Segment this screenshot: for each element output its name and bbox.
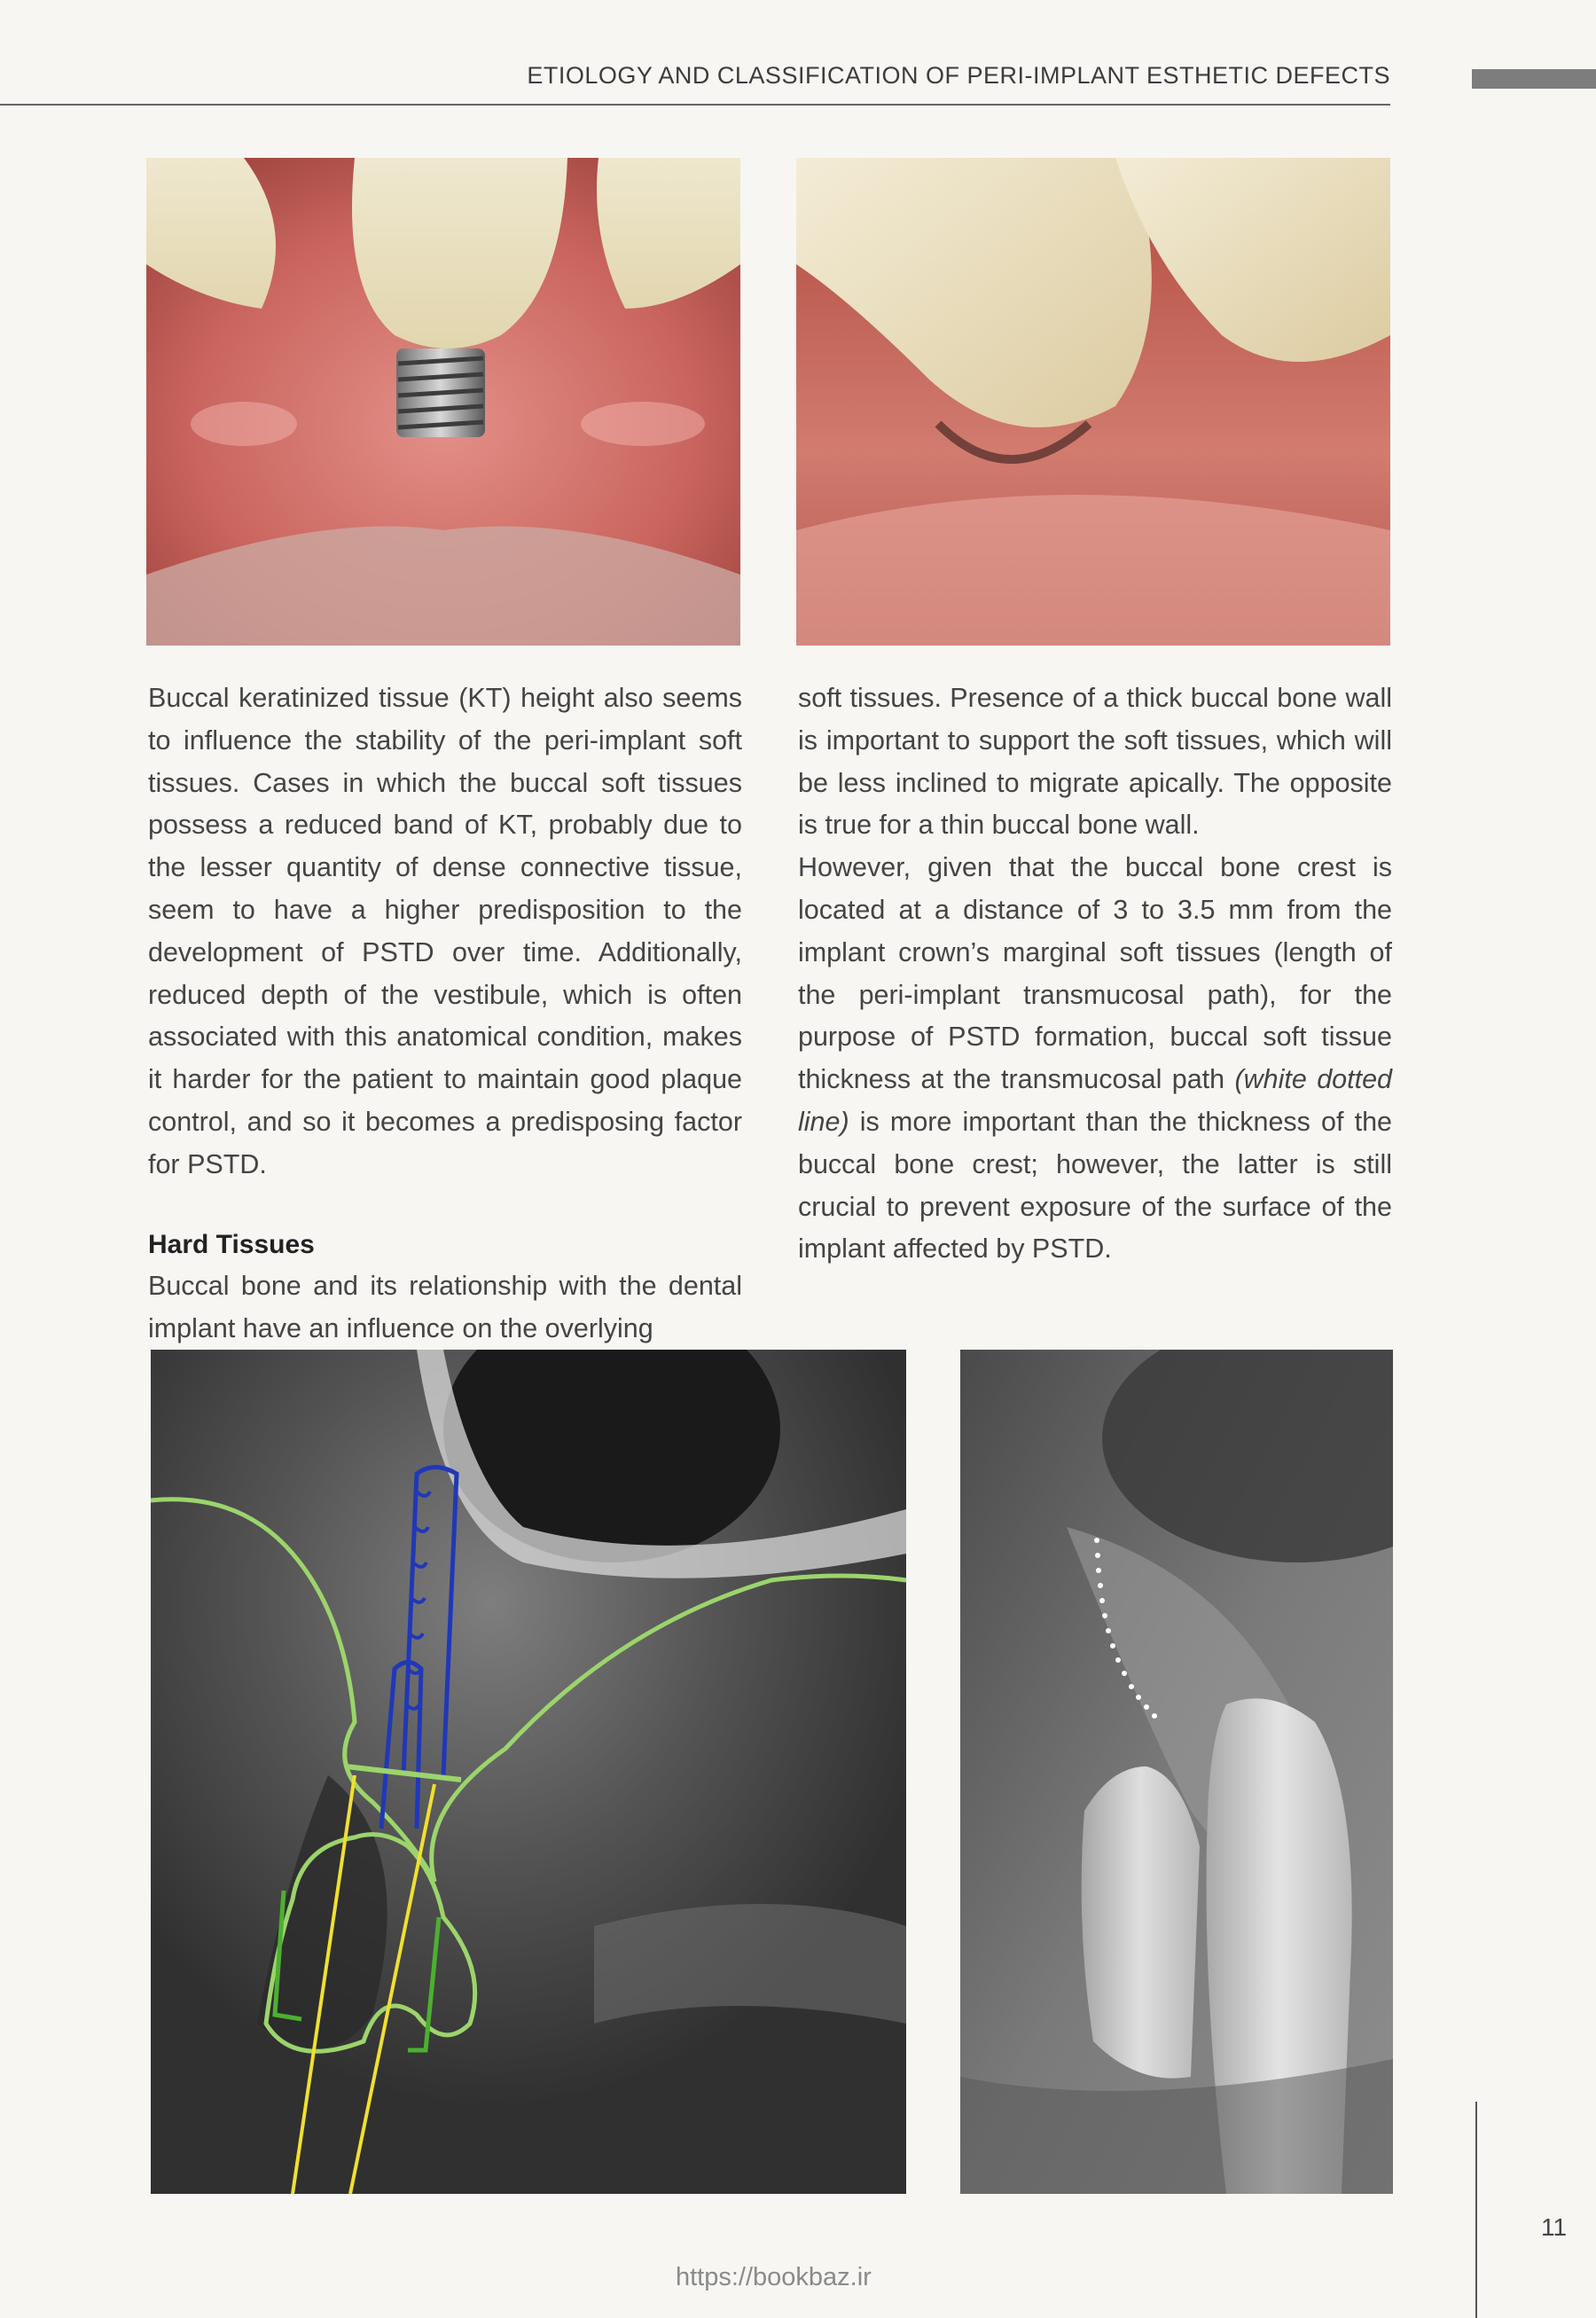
section-heading-hard-tissues: Hard Tissues (148, 1229, 315, 1259)
paragraph-text: is more important than the thickness of the buccal bone crest; however, the latter is still crucial to prevent exposure of the surface of the implant affected by PSTD. (798, 1106, 1392, 1265)
running-header-title: ETIOLOGY AND CLASSIFICATION OF PERI-IMPLANT ESTHETIC DEFECTS (527, 62, 1390, 89)
header-tab (1472, 69, 1596, 89)
text-column-left (148, 677, 742, 1351)
paragraph (798, 847, 1392, 1271)
paragraph: Buccal bone and its relationship with the dental implant have an influence on the overlying (148, 1271, 742, 1344)
clinical-photo-crown-margin (796, 158, 1390, 646)
source-watermark: https://bookbaz.ir (676, 2263, 872, 2291)
text-column-right (798, 677, 1392, 1271)
paragraph-text: However, given that the buccal bone crest is located at a distance of 3 to 3.5 mm from the implant crown’s marginal soft tissues (length of the peri-implant transmucosal path), for the purpose of PSTD formation, buccal soft tissue thickness at the transmucosal path (798, 852, 1392, 1095)
grayscale-clinical-photo-transmucosal (960, 1350, 1393, 2194)
margin-rule (1475, 2102, 1477, 2318)
cbct-implant-scan (151, 1350, 906, 2194)
clinical-photo-implant-threads (146, 158, 740, 646)
page-number: 11 (1541, 2213, 1568, 2241)
paragraph: soft tissues. Presence of a thick buccal bone wall is important to support the soft tissues, which will be less inclined to migrate apically. The opposite is true for a thin buccal bone wall. (798, 683, 1392, 841)
header-rule (0, 104, 1390, 106)
figure-reference: (white dotted line) (798, 1064, 1392, 1137)
paragraph: Buccal keratinized tissue (KT) height also seems to influence the stability of the peri-implant soft tissues. Cases in which the buccal soft tissues possess a reduced band of KT, probably due to the lesser quantity of dense connective tissue, seem to have a higher predisposition to the development of PSTD over time. Additionally, reduced depth of the vestibule, which is often associated with this anatomical condition, makes it harder for the patient to maintain good plaque control, and so it becomes a predisposing factor for PSTD. (148, 683, 742, 1179)
